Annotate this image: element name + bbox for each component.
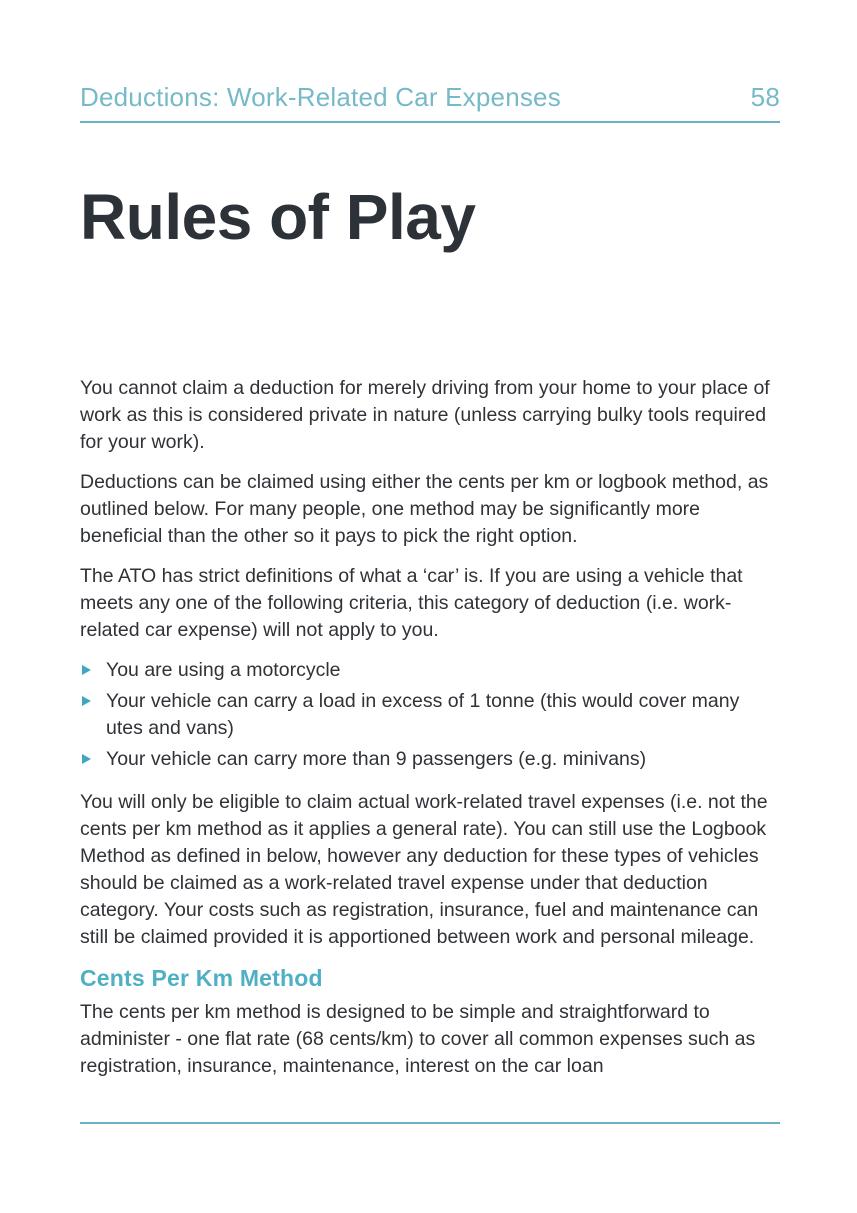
list-item-label: Your vehicle can carry a load in excess of 1 tonne (this would cover many utes and vans): [106, 690, 740, 739]
list-item: [80, 688, 780, 742]
section-heading-cents-per-km: Cents Per Km Method: [80, 965, 323, 991]
paragraph-cents-per-km-intro: The cents per km method is designed to be simple and straightforward to administer - one flat rate (68 cents/km) to cover all common expenses such as registration, insurance, maintenance, interest on the car loan: [80, 1001, 756, 1077]
page-title: Rules of Play: [80, 181, 476, 253]
list-item: [80, 746, 780, 773]
footer-divider: [80, 1122, 780, 1124]
list-item-label: Your vehicle can carry more than 9 passengers (e.g. minivans): [106, 748, 647, 770]
list-item: [80, 657, 780, 684]
paragraph-travel-expense-eligibility: You will only be eligible to claim actual work-related travel expenses (i.e. not the cents per km method as it applies a general rate). You can still use the Logbook Method as defined in below, however any deduction for these types of vehicles should be claimed as a work-related travel expense under that deduction category. Your costs such as registration, insurance, fuel and maintenance can still be claimed provided it is apportioned between work and personal mileage.: [80, 791, 768, 948]
page-content: [80, 0, 780, 1093]
body-copy: [80, 375, 780, 1080]
list-item-label: You are using a motorcycle: [106, 659, 341, 681]
paragraph-commute-rule: You cannot claim a deduction for merely driving from your home to your place of work as this is considered private in nature (unless carrying bulky tools required for your work).: [80, 377, 770, 453]
paragraph-methods-overview: Deductions can be claimed using either the cents per km or logbook method, as outlined below. For many people, one method may be significantly more beneficial than the other so it pays to pick the right option.: [80, 471, 769, 547]
header-page-number: 58: [750, 82, 780, 112]
page-header: [80, 82, 780, 123]
header-section-title: Deductions: Work-Related Car Expenses: [80, 82, 561, 112]
triangle-bullet-icon: [82, 665, 91, 675]
paragraph-car-definition: The ATO has strict definitions of what a ‘car’ is. If you are using a vehicle that meets any one of the following criteria, this category of deduction (i.e. work-related car expense) will not apply to you.: [80, 565, 743, 641]
vehicle-criteria-list: [80, 657, 780, 773]
triangle-bullet-icon: [82, 754, 91, 764]
triangle-bullet-icon: [82, 696, 91, 706]
